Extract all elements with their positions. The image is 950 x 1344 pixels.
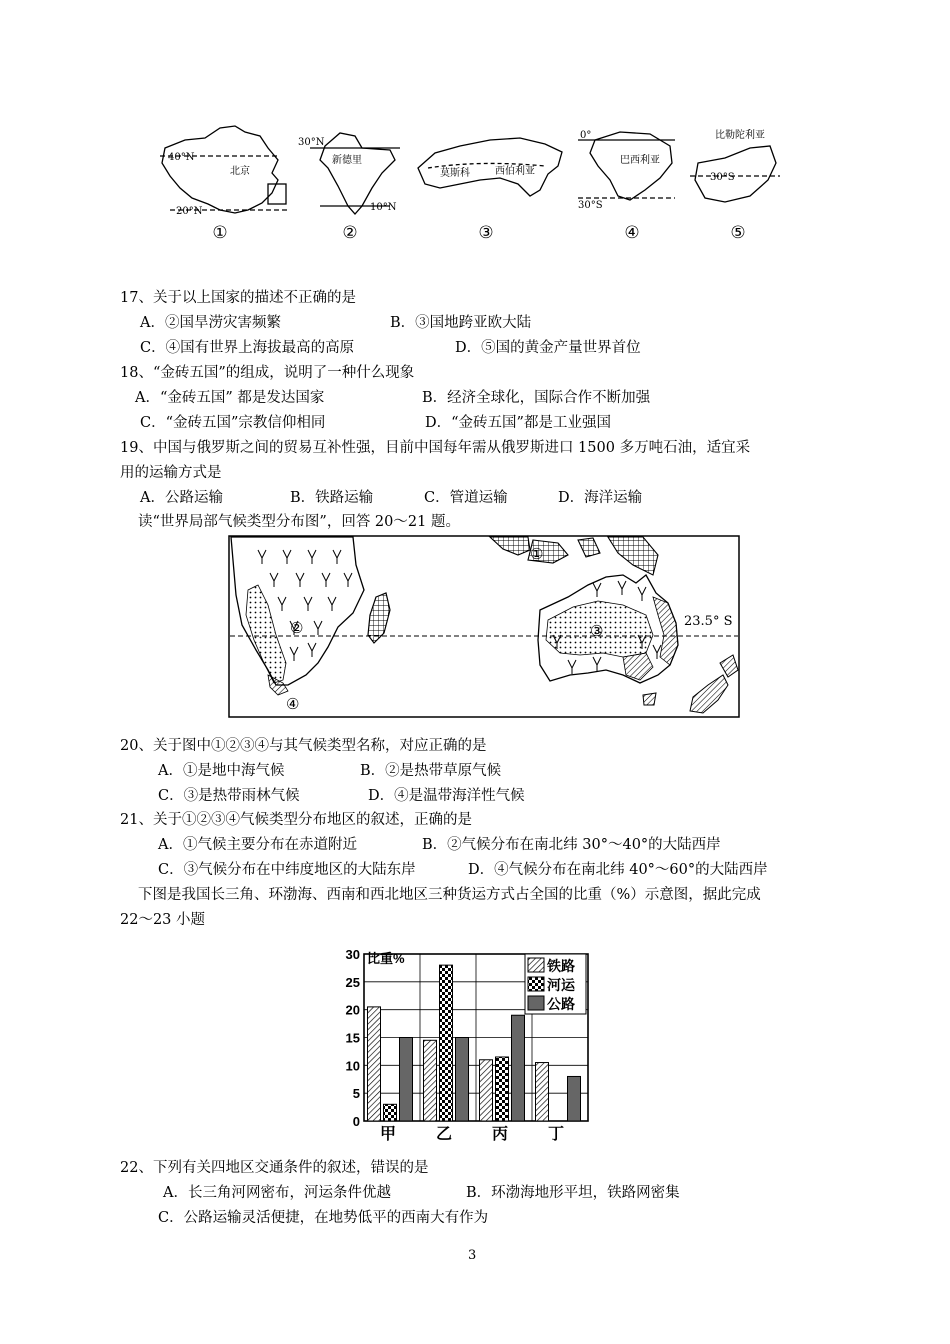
- map2-lat-a: 30°N: [298, 137, 325, 148]
- map5-lat: 30°S: [710, 172, 735, 183]
- map2-city: 新德里: [332, 155, 362, 166]
- bar-铁路-甲: [368, 1007, 381, 1121]
- q17-option-a: A．②国旱涝灾害频繁: [140, 315, 281, 331]
- bar-铁路-丙: [480, 1060, 493, 1121]
- q21-option-c: C．③气候分布在中纬度地区的大陆东岸: [158, 862, 416, 878]
- map4-city: 巴西利亚: [620, 155, 660, 166]
- bar-公路-乙: [456, 1038, 469, 1122]
- q19-option-d: D．海洋运输: [558, 490, 643, 506]
- map1-lat-a: 40°N: [168, 152, 195, 163]
- q21-option-a: A．①气候主要分布在赤道附近: [158, 837, 357, 853]
- climate-region-4: ④: [286, 695, 300, 713]
- q21-option-d: D．④气候分布在南北纬 40°～60°的大陆西岸: [468, 862, 768, 878]
- map-china: [160, 126, 290, 213]
- bar-河运-丙: [496, 1057, 509, 1121]
- climate-region-1: ①: [530, 545, 544, 563]
- q19-option-b: B．铁路运输: [290, 490, 374, 506]
- q20-option-b: B．②是热带草原气候: [360, 763, 502, 779]
- q17-option-d: D．⑤国的黄金产量世界首位: [455, 340, 641, 356]
- q19-stem-line2: 用的运输方式是: [120, 465, 222, 481]
- map1-city: 北京: [230, 166, 250, 177]
- q19-option-a: A．公路运输: [140, 490, 223, 506]
- climate-map-figure: [228, 535, 740, 718]
- legend-swatch: [528, 958, 544, 972]
- freight-share-bar-chart: [340, 944, 600, 1144]
- q22-stem: 22、下列有关四地区交通条件的叙述，错误的是: [120, 1160, 429, 1176]
- map3-text: 西伯利亚: [495, 166, 535, 177]
- y-tick-label: 15: [345, 1030, 360, 1046]
- country-maps-figure: [150, 118, 800, 248]
- bar-铁路-乙: [424, 1040, 437, 1121]
- q19-stem-line1: 19、中国与俄罗斯之间的贸易互补性强，目前中国每年需从俄罗斯进口 1500 多万吨石油，适宜采: [120, 440, 751, 456]
- chart-title: 比重%: [367, 951, 405, 966]
- q22-option-c: C．公路运输灵活便捷，在地势低平的西南大有作为: [158, 1210, 489, 1226]
- bar-公路-丁: [568, 1076, 581, 1121]
- x-tick-label: 丙: [491, 1124, 509, 1143]
- q20-stem: 20、关于图中①②③④与其气候类型名称，对应正确的是: [120, 738, 487, 754]
- bar-公路-甲: [400, 1038, 413, 1122]
- map-number-1: ①: [212, 223, 228, 243]
- q17-option-c: C．④国有世界上海拔最高的高原: [140, 340, 355, 356]
- legend-label: 铁路: [547, 959, 575, 975]
- legend-swatch: [528, 996, 544, 1010]
- map4-lat-a: 0°: [580, 130, 592, 141]
- y-tick-label: 30: [345, 947, 360, 962]
- x-tick-label: 乙: [435, 1124, 453, 1143]
- climate-region-2: ②: [290, 619, 304, 637]
- climate-region-3: ③: [590, 622, 604, 640]
- map-brazil: [578, 132, 675, 200]
- tropic-label: 23.5° S: [684, 614, 733, 629]
- q18-option-d: D．“金砖五国”都是工业强国: [425, 415, 611, 431]
- y-tick-label: 20: [345, 1002, 360, 1018]
- y-tick-label: 10: [345, 1058, 360, 1074]
- y-tick-label: 25: [345, 974, 360, 990]
- q22-option-b: B．环渤海地形平坦，铁路网密集: [466, 1185, 680, 1201]
- bar-河运-甲: [384, 1104, 397, 1121]
- intro-22-23-line1: 下图是我国长三角、环渤海、西南和西北地区三种货运方式占全国的比重（%）示意图，据此完成: [138, 887, 761, 903]
- bar-公路-丙: [512, 1015, 525, 1121]
- y-tick-label: 0: [352, 1114, 360, 1129]
- map-number-2: ②: [342, 223, 358, 243]
- legend-label: 河运: [547, 978, 575, 994]
- intro-22-23-line2: 22～23 小题: [120, 912, 206, 928]
- map-russia: [418, 138, 562, 196]
- tasmania: [643, 693, 656, 705]
- q22-option-a: A．长三角河网密布，河运条件优越: [163, 1185, 391, 1201]
- map3-city: 莫斯科: [440, 168, 470, 179]
- q20-option-c: C．③是热带雨林气候: [158, 788, 300, 804]
- q18-option-c: C．“金砖五国”宗教信仰相同: [140, 415, 326, 431]
- legend-swatch: [528, 977, 544, 991]
- map4-lat-b: 30°S: [578, 200, 603, 211]
- map2-lat-b: 10°N: [370, 202, 397, 213]
- bar-河运-乙: [440, 965, 453, 1121]
- intro-20-21: 读“世界局部气候类型分布图”，回答 20～21 题。: [138, 514, 460, 530]
- map-number-5: ⑤: [730, 223, 746, 243]
- q20-option-d: D．④是温带海洋性气候: [368, 788, 525, 804]
- q17-option-b: B．③国地跨亚欧大陆: [390, 315, 532, 331]
- map-south-africa: [690, 146, 780, 202]
- q18-stem: 18、“金砖五国”的组成，说明了一种什么现象: [120, 365, 415, 381]
- x-tick-label: 丁: [547, 1124, 565, 1143]
- map5-city: 比勒陀利亚: [715, 130, 765, 141]
- legend-label: 公路: [547, 997, 575, 1013]
- map-number-3: ③: [478, 223, 494, 243]
- q19-option-c: C．管道运输: [424, 490, 508, 506]
- bar-铁路-丁: [536, 1063, 549, 1121]
- y-tick-label: 5: [352, 1086, 360, 1102]
- map-number-4: ④: [624, 223, 640, 243]
- q20-option-a: A．①是地中海气候: [158, 763, 285, 779]
- q17-stem: 17、关于以上国家的描述不正确的是: [120, 290, 356, 306]
- q18-option-a: A．“金砖五国” 都是发达国家: [135, 390, 325, 406]
- q21-option-b: B．②气候分布在南北纬 30°～40°的大陆西岸: [422, 837, 721, 853]
- map1-lat-b: 20°N: [176, 206, 203, 217]
- page-number: 3: [468, 1248, 477, 1263]
- q18-option-b: B．经济全球化，国际合作不断加强: [422, 390, 651, 406]
- x-tick-label: 甲: [379, 1124, 397, 1143]
- q21-stem: 21、关于①②③④气候类型分布地区的叙述，正确的是: [120, 812, 472, 828]
